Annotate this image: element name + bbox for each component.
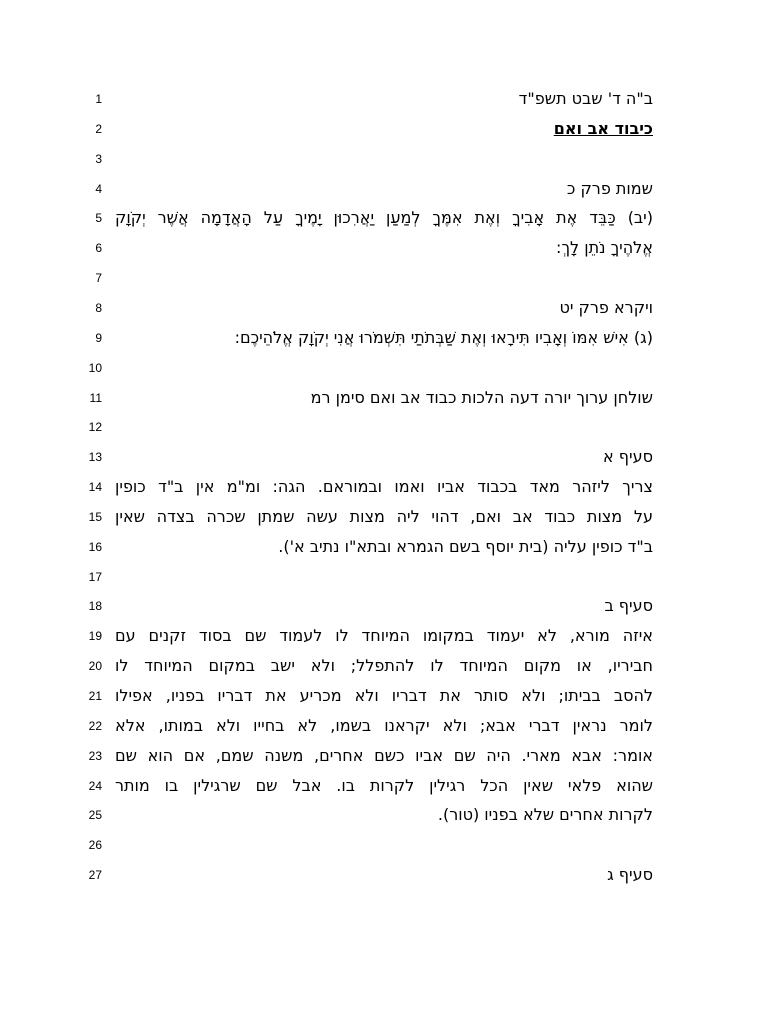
line-number: 18: [88, 599, 102, 613]
document-line: [0, 174, 768, 204]
line-number: 6: [95, 241, 102, 255]
document-line: [0, 114, 768, 144]
line-text: אומר: אבא מארי. היה שם אביו כשם אחרים, משנה שמם, אם הוא שם: [115, 746, 653, 765]
line-number: 10: [88, 361, 102, 375]
line-number: 17: [88, 570, 102, 584]
line-number: 8: [95, 301, 102, 315]
document-line: [0, 203, 768, 233]
line-number: 5: [95, 211, 102, 225]
line-number: 12: [88, 420, 102, 434]
document-line: [0, 621, 768, 651]
line-number: 23: [88, 749, 102, 763]
line-number: 19: [88, 629, 102, 643]
line-text: לומר נראין דברי אבא; ולא יקראנו בשמו, לא בחייו ולא במותו, אלא: [115, 716, 653, 735]
line-number: 14: [88, 480, 102, 494]
line-text: אֱלֹהֶיךָ נֹתֵן לָךְ:: [556, 238, 653, 257]
document-line: [0, 532, 768, 562]
document-line: [0, 860, 768, 890]
line-text: שמות פרק כ: [566, 179, 653, 198]
line-text: סעיף ב: [604, 596, 653, 615]
document-line: [0, 502, 768, 532]
document-line: [0, 651, 768, 681]
document-line: [0, 800, 768, 830]
line-number: 25: [88, 808, 102, 822]
document-line: [0, 442, 768, 472]
line-text: שולחן ערוך יורה דעה הלכות כבוד אב ואם סימן רמ: [310, 388, 653, 407]
document-line: [0, 84, 768, 114]
document-line: [0, 562, 768, 592]
line-number: 27: [88, 868, 102, 882]
line-text: ב"ד כופין עליה (בית יוסף בשם הגמרא ובתא"ו נתיב א').: [278, 537, 653, 556]
line-number: 20: [88, 659, 102, 673]
document-line: [0, 383, 768, 413]
line-number: 2: [95, 122, 102, 136]
line-text: סעיף א: [603, 447, 653, 466]
document-line: [0, 412, 768, 442]
document-line: [0, 771, 768, 801]
line-text: סעיף ג: [607, 865, 653, 884]
line-text: איזה מורא, לא יעמוד במקומו המיוחד לו לעמוד שם בסוד זקנים עם: [115, 626, 653, 645]
line-number: 26: [88, 838, 102, 852]
line-number: 15: [88, 510, 102, 524]
document-line: [0, 263, 768, 293]
line-text: חביריו, או מקום המיוחד לו להתפלל; ולא ישב במקום המיוחד לו: [115, 656, 653, 675]
document-line: [0, 711, 768, 741]
line-text: (יב) כַּבֵּד אֶת אָבִיךָ וְאֶת אִמֶּךָ לְמַעַן יַאֲרִכוּן יָמֶיךָ עַל הָאֲדָמָה אֲשֶׁר יְקֹוָק: [115, 208, 653, 227]
line-text: על מצות כבוד אב ואם, דהוי ליה מצות עשה שמתן שכרה בצדה שאין: [115, 507, 653, 526]
line-number: 13: [88, 450, 102, 464]
document-line: [0, 323, 768, 353]
line-number: 3: [95, 152, 102, 166]
line-text: להסב בביתו; ולא סותר את דבריו ולא מכריע את דבריו בפניו, אפילו: [115, 686, 653, 705]
line-text: צריך ליזהר מאד בכבוד אביו ואמו ובמוראם. הגה: ומ"מ אין ב"ד כופין: [115, 477, 653, 496]
document-line: [0, 830, 768, 860]
line-text: שהוא פלאי שאין הכל רגילין לקרות בו. אבל שם שרגילין בו מותר: [115, 776, 653, 795]
line-number: 16: [88, 540, 102, 554]
line-number: 11: [89, 391, 102, 405]
line-text: ויקרא פרק יט: [559, 298, 653, 317]
document-line: [0, 472, 768, 502]
line-number: 4: [95, 182, 102, 196]
document-line: [0, 591, 768, 621]
document-line: [0, 681, 768, 711]
line-number: 1: [95, 92, 102, 106]
line-number: 21: [88, 689, 102, 703]
line-text: ב"ה ד' שבט תשפ"ד: [518, 89, 653, 108]
line-text: לקרות אחרים שלא בפניו (טור).: [437, 805, 653, 824]
document-line: [0, 144, 768, 174]
line-text: (ג) אִישׁ אִמּוֹ וְאָבִיו תִּירָאוּ וְאֶת שַׁבְּתֹתַי תִּשְׁמֹרוּ אֲנִי יְקֹוָק אֱלֹהֵיכֶם:: [234, 328, 653, 347]
document-line: [0, 353, 768, 383]
line-number: 7: [95, 271, 102, 285]
line-number: 9: [95, 331, 102, 345]
document-line: [0, 293, 768, 323]
document-title: כיבוד אב ואם: [553, 119, 653, 138]
line-number: 22: [88, 719, 102, 733]
document-line: [0, 233, 768, 263]
document-line: [0, 741, 768, 771]
line-number: 24: [88, 779, 102, 793]
